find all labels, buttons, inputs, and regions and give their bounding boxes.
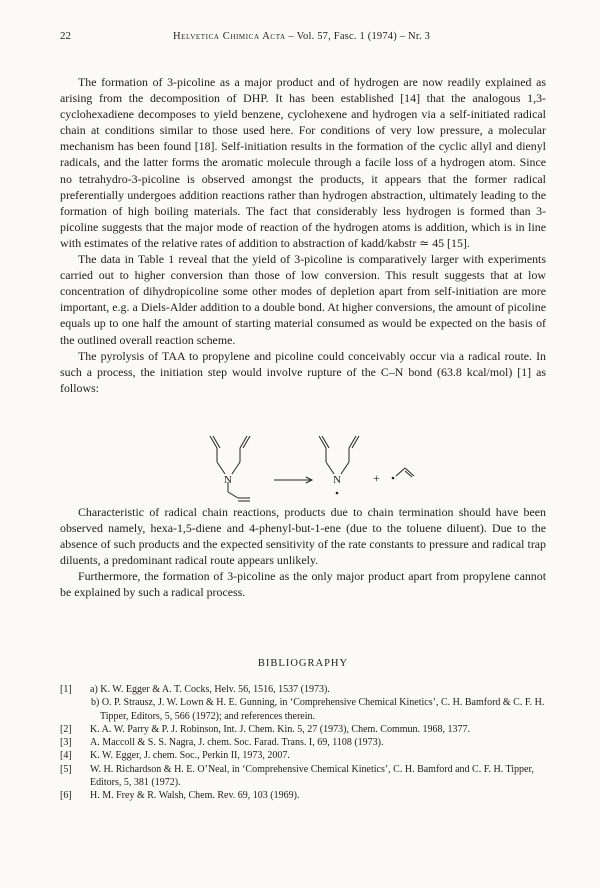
paragraph: The pyrolysis of TAA to propylene and picoline could conceivably occur via a radical route. In such a process, the initiation step would involve rupture of the C–N bond (63.8 kcal/mol) [1] as follows: xyxy=(60,348,546,395)
nitrogen-atom-right: N xyxy=(333,473,341,486)
aminyl-radical-structure xyxy=(319,436,359,494)
reference-item: [1] a) K. W. Egger & A. T. Cocks, Helv. 56, 1516, 1537 (1973). xyxy=(60,684,330,695)
reference-item: [3] A. Maccoll & S. S. Nagra, J. chem. Soc. Farad. Trans. I, 69, 1108 (1973). xyxy=(60,737,384,749)
radical-dot xyxy=(336,492,339,495)
running-header xyxy=(60,30,546,42)
journal-name: Helvetica Chimica Acta xyxy=(172,31,286,42)
paragraph: The data in Table 1 reveal that the yield of 3-picoline is comparatively larger with experiments carried out to higher conversion than those of low conversion. This result suggests that at low concentration of dihydropicoline some other modes of depletion apart from self-initiation are more important, e.g. a Diels-Alder addition to a double bond. At higher conversions, the amount of picoline equals up to one half the amount of starting material consumed as would be expected on the basis of the outlined overall reaction scheme. xyxy=(60,252,546,347)
issue-info: – Vol. 57, Fasc. 1 (1974) – Nr. 3 xyxy=(288,31,431,42)
reference-item: [5] W. H. Richardson & H. E. O’Neal, in ‘Comprehensive Chemical Kinetics’, C. H. Bamford and C. F. H. Tipper, Editors, 5, 381 (1972). xyxy=(60,763,534,789)
paragraph: The formation of 3-picoline as a major product and of hydrogen are now readily explained as arising from the decomposition of DHP. It has been established [14] that the analogous 1,3-cyclohexadiene decomposes to yield benzene, cyclohexene and hydrogen via a self-initiated radical chain at conditions similar to those used here. For conditions of very low pressure, a molecular mechanism has been found [18]. Self-initiation results in the formation of the cyclic allyl and dienyl radicals, and the latter forms the aromatic molecule through a facile loss of a hydrogen atom. Since no tetrahydro-3-picoline is observed amongst the products, it appears that the former radical preferentially undergoes addition reactions rather than hydrogen abstraction, ultimately leading to the formation of high boiling materials. The fact that considerably less hydrogen is formed than 3-picoline suggests that the major mode of reaction of the hydrogen atoms is addition, which is in line with estimates of the relative rates of addition to abstraction of kadd/kabstr ≃ 45 [15]. xyxy=(60,75,546,250)
reaction-scheme xyxy=(60,396,546,504)
allyl-radical-structure xyxy=(392,468,414,479)
page-number: 22 xyxy=(60,30,71,42)
reference-item: [2] K. A. W. Parry & P. J. Robinson, Int. J. Chem. Kin. 5, 27 (1973), Chem. Commun. 1968, 1377. xyxy=(60,723,471,735)
reference-list xyxy=(60,683,546,803)
reaction-arrow xyxy=(274,477,312,483)
nitrogen-atom-left: N xyxy=(224,473,232,486)
triallylamine-structure xyxy=(210,436,250,501)
bibliography-heading: BIBLIOGRAPHY xyxy=(257,658,349,669)
running-title xyxy=(173,31,430,42)
reference-item: b) O. P. Strausz, J. W. Lown & H. E. Gunning, in ‘Comprehensive Chemical Kinetics’, C. H. Bamford & C. F. H. Tipper, Editors, 5, 566 (1972); and references therein. xyxy=(91,697,545,722)
article-body xyxy=(60,74,546,600)
paragraph: Furthermore, the formation of 3-picoline as the only major product apart from propylene cannot be explained by such a radical process. xyxy=(60,569,546,600)
reference-item: [6] H. M. Frey & R. Walsh, Chem. Rev. 69, 103 (1969). xyxy=(60,790,300,802)
paragraph: Characteristic of radical chain reactions, products due to chain termination should have been observed namely, hexa-1,5-diene and 4-phenyl-but-1-ene (due to the toluene diluent). Due to the absence of such products and the expected sensitivity of the rate constants to pressure and radical trap diluents, a predominant radical route appears unlikely. xyxy=(60,504,546,568)
reference-item: [4] K. W. Egger, J. chem. Soc., Perkin II, 1973, 2007. xyxy=(60,750,290,762)
plus-sign: + xyxy=(373,470,380,485)
